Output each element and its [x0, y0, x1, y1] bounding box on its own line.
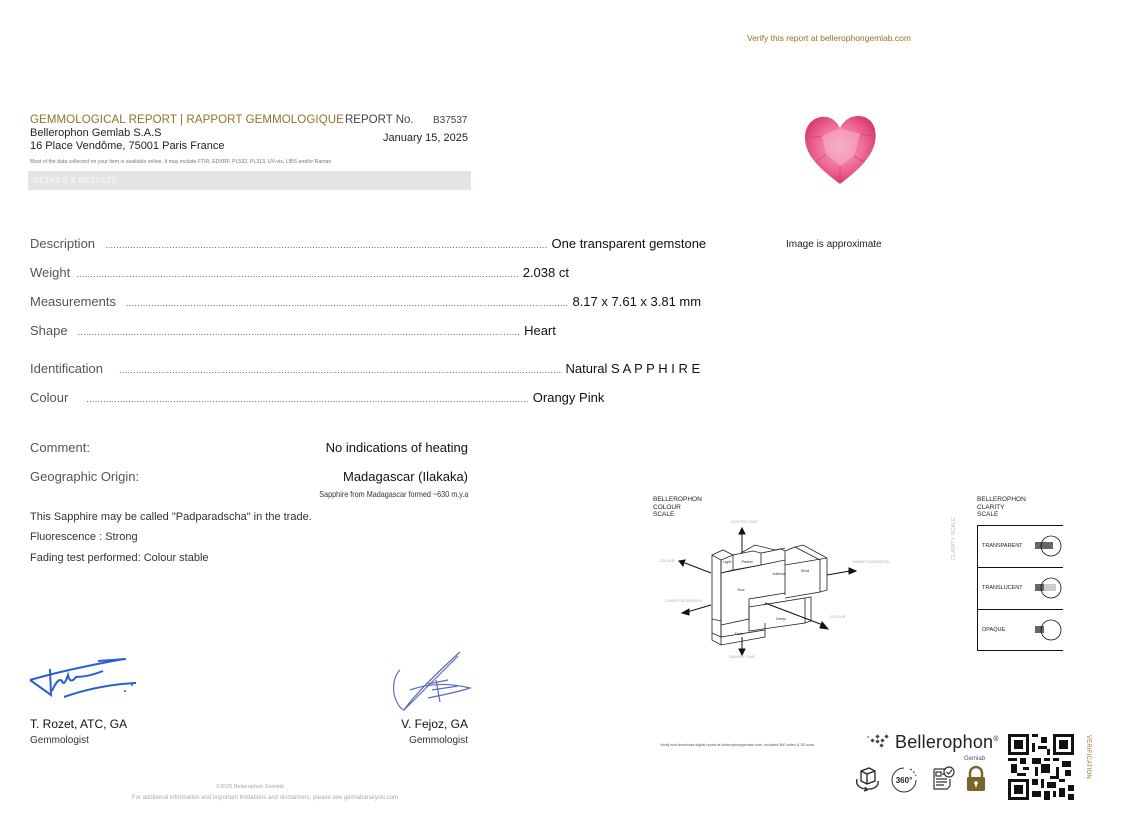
detail-label: Shape — [30, 323, 68, 338]
signatory-role: Gemmologist — [409, 735, 468, 746]
origin-value: Madagascar (Ilakaka) — [343, 469, 468, 484]
registered-mark: ® — [993, 736, 999, 743]
clarity-level-label: TRANSPARENT — [982, 543, 1023, 549]
dot-leader: .............................................................................................................................................................. — [105, 240, 548, 250]
origin-note: Sapphire from Madagascar formed ~630 m.y.a — [318, 489, 468, 499]
title-line: BELLEROPHON — [977, 496, 1026, 503]
signatory-name: V. Fejoz, GA — [401, 717, 468, 731]
gemstone-image — [802, 112, 878, 186]
360-label: 360° — [895, 776, 913, 785]
detail-value: 2.038 ct — [522, 265, 569, 280]
detail-label: Measurements — [30, 294, 116, 309]
brand-name — [895, 732, 999, 753]
detail-row-shape — [30, 323, 556, 338]
verify-download-note[interactable]: Verify and download digital report at bellerophongemlab.com, included 360 video & 3D scan — [660, 743, 815, 747]
detail-row-description — [30, 236, 707, 251]
title-line: BELLEROPHON — [653, 496, 702, 503]
detail-row-measurements — [30, 294, 702, 309]
comment-row — [30, 440, 468, 455]
detail-row-weight — [30, 265, 569, 280]
origin-row — [30, 469, 468, 484]
company-name: Bellerophon Gemlab S.A.S — [30, 127, 162, 139]
fading-test-note: Fading test performed: Colour stable — [30, 552, 209, 564]
detail-row-colour — [30, 390, 605, 405]
verification-qr-code[interactable] — [1008, 733, 1074, 801]
trade-name-note: This Sapphire may be called "Padparadscha" in the trade. — [30, 511, 312, 523]
signatory-name: T. Rozet, ATC, GA — [30, 717, 128, 731]
360-video-icon[interactable] — [890, 766, 918, 794]
scale-block-label: Light — [722, 559, 732, 564]
copyright: ©2025 Bellerophon Gemlab — [216, 784, 284, 790]
section-heading: DETAILS & RESULTS — [33, 176, 117, 185]
verify-link-top[interactable]: Verify this report at bellerophongemlab.com — [747, 33, 911, 43]
scale-block-label: Dark — [734, 631, 744, 636]
report-date: January 15, 2025 — [382, 132, 468, 144]
scale-block-label: Hue — [737, 587, 745, 592]
comment-value: No indications of heating — [325, 440, 468, 455]
clarity-indicator — [1034, 574, 1062, 602]
digital-report-icon[interactable] — [929, 765, 957, 793]
image-caption: Image is approximate — [786, 239, 882, 250]
scale-block-label: Intense — [772, 571, 786, 576]
clarity-level-transparent — [978, 525, 1063, 566]
clarity-scale-title — [977, 496, 1026, 519]
company-address: 16 Place Vendôme, 75001 Paris France — [30, 140, 225, 152]
detail-row-identification — [30, 361, 701, 376]
verification-label: VERIFICATION — [1085, 735, 1091, 779]
report-no-label: REPORT No. — [345, 114, 414, 126]
axis-label-colour-left: COLOUR — [659, 559, 675, 563]
details-results-bar — [28, 171, 471, 190]
bellerophon-logo-icon — [866, 734, 890, 748]
detail-value: Natural S A P P H I R E — [565, 361, 701, 376]
clarity-indicator — [1034, 532, 1062, 560]
dot-leader: .............................................................................................................................................................. — [119, 365, 562, 375]
dot-leader: .............................................................................................................................................................. — [125, 298, 569, 308]
colour-scale-diagram — [645, 515, 890, 660]
scale-block-label: Vivid — [800, 568, 810, 573]
axis-label-higher-saturation: HIGHER SATURATION — [852, 560, 890, 564]
scale-block-label: Deep — [776, 616, 786, 621]
divider — [978, 650, 1063, 651]
axis-label-down: DARKER TONE — [729, 655, 755, 659]
detail-label: Weight — [30, 265, 71, 280]
detail-value: Heart — [524, 323, 556, 338]
origin-label: Geographic Origin: — [30, 469, 140, 484]
clarity-level-label: TRANSLUCENT — [982, 585, 1023, 591]
detail-label: Identification — [30, 361, 103, 376]
scale-block-label: Pastel — [741, 559, 753, 564]
detail-value: Orangy Pink — [532, 390, 605, 405]
clarity-indicator — [1034, 616, 1062, 644]
report-title: GEMMOLOGICAL REPORT | RAPPORT GEMMOLOGIQUE — [30, 114, 344, 126]
data-disclaimer: Most of the data collected on your item is available online. It may include FTIR, EDXRF, PL532, PL313, UV-vis, LIBS and/or Raman — [30, 159, 332, 165]
title-line: COLOUR — [653, 503, 681, 511]
dot-leader: .............................................................................................................................................................. — [86, 394, 529, 404]
signature-fejoz — [388, 650, 478, 715]
signatory-role: Gemmologist — [30, 735, 89, 746]
axis-label-colour-right: COLOUR — [830, 615, 846, 619]
clarity-level-translucent — [978, 567, 1063, 608]
brand-text: Bellerophon — [895, 732, 994, 752]
clarity-level-label: OPAQUE — [982, 627, 1006, 633]
detail-value: 8.17 x 7.61 x 3.81 mm — [572, 294, 702, 309]
signature-rozet — [28, 655, 143, 705]
title-line: SCALE — [653, 511, 675, 518]
axis-label-up: LIGHTER TONE — [731, 520, 758, 524]
title-line: SCALE — [977, 511, 999, 518]
detail-label: Colour — [30, 390, 69, 405]
title-line: CLARITY — [977, 503, 1005, 511]
dot-leader: .............................................................................................................................................................. — [77, 327, 521, 337]
comment-label: Comment: — [30, 440, 90, 455]
lock-icon — [964, 765, 988, 793]
footer-disclaimer: For additional information and important limitations and disclaimers, please see gemlabanalysis.com — [131, 795, 399, 801]
clarity-scale-table — [977, 525, 1063, 651]
dot-leader: .............................................................................................................................................................. — [76, 269, 519, 279]
brand-subtitle: Gemlab — [964, 756, 986, 762]
clarity-scale-vertical-label: CLARITY SCALE — [951, 517, 957, 560]
detail-label: Description — [30, 236, 96, 251]
detail-value: One transparent gemstone — [551, 236, 707, 251]
axis-label-lower-saturation: LOWER SATURATION — [665, 599, 702, 603]
3d-scan-icon[interactable] — [853, 765, 881, 793]
clarity-level-opaque — [978, 609, 1063, 650]
fluorescence-note: Fluorescence : Strong — [30, 531, 138, 543]
report-number: B37537 — [433, 115, 468, 126]
